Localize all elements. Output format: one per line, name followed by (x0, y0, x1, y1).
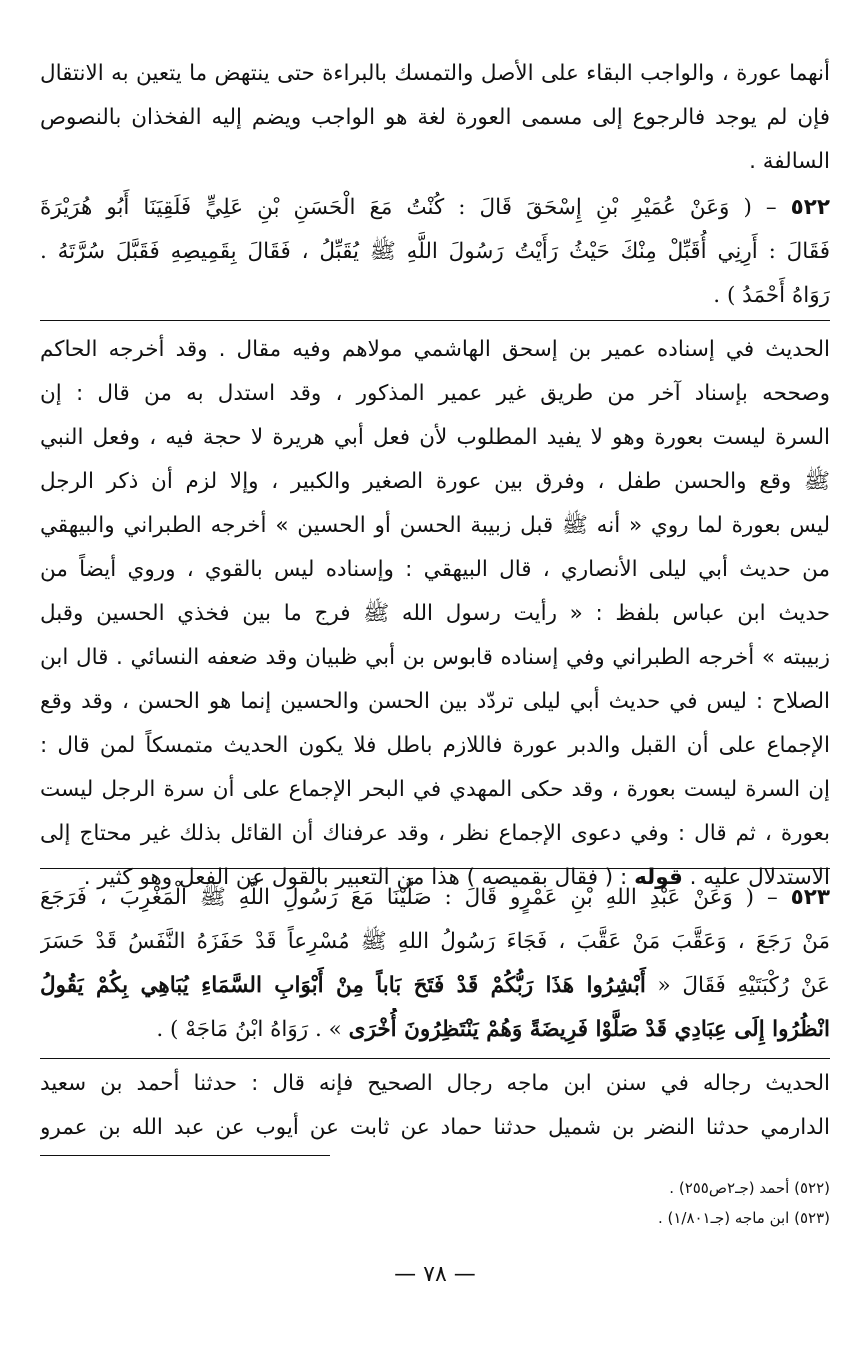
hadith-quote: أَبْشِرُوا هَذَا رَبُّكُمْ قَدْ فَتَحَ بَاباً مِنْ أَبْوَابِ السَّمَاءِ يُبَاهِي بِكُمْ يَقُولُ (40, 973, 646, 998)
commentary-paragraph-3 (40, 1062, 830, 1150)
commentary-paragraph-1 (40, 52, 830, 184)
hadith-line: مَنْ رَجَعَ ، وَعَقَّبَ مَنْ عَقَّبَ ، فَجَاءَ رَسُولُ اللهِ ﷺ مُسْرِعاً قَدْ حَفَزَهُ النَّفَسُ قَدْ حَسَرَ (40, 929, 830, 954)
text-line: الصلاح : ليس في حديث أبي ليلى تردّد بين الحسن والحسين إنما هو الحسن ، وقد وقع (40, 689, 830, 714)
text-line: الدارمي حدثنا النضر بن شميل حدثنا حماد عن ثابت عن أيوب عن عبد الله بن عمرو (40, 1115, 830, 1140)
section-divider (40, 1058, 830, 1059)
text-line: بعورة ، ثم قال : وفي دعوى الإجماع نظر ، وقد عرفناك أن القائل بذلك غير محتاج إلى (40, 821, 830, 846)
footnote-523: (٥٢٣) ابن ماجه (جـ١/٨٠١) . (657, 1209, 830, 1227)
quote-keyword: قوله (634, 865, 683, 890)
hadith-quote: انْظُرُوا إِلَى عِبَادِي قَدْ صَلَّوْا فَرِيضَةً وَهُمْ يَنْتَظِرُونَ أُخْرَى (348, 1017, 830, 1042)
text-line: فإن لم يوجد فالرجوع إلى مسمى العورة لغة هو الواجب ويضم إليه الفخذان بالنصوص (40, 105, 830, 130)
book-page (40, 0, 830, 1348)
text-line: من حديث أبي ليلى الأنصاري ، قال البيهقي : وإسناده ليس بالقوي ، وروي أيضاً من (40, 557, 830, 582)
text-line: ليس بعورة لما روي « أنه ﷺ قبل زبيبة الحسن أو الحسين » أخرجه الطبراني والبيهقي (40, 513, 830, 538)
hadith-line: فَقَالَ : أَرِنِي أُقَبِّلْ مِنْكَ حَيْثُ رَأَيْتُ رَسُولَ اللَّهِ ﷺ يُقَبِّلُ ، فَقَالَ بِقَمِيصِهِ فَقَبَّلَ سُرَّتَهُ . (40, 239, 830, 264)
text-line: السرة ليست بعورة وهو لا يفيد المطلوب لأن فعل أبي هريرة لا حجة فيه ، وفعل النبي (40, 425, 830, 450)
text-line: الحديث رجاله في سنن ابن ماجه رجال الصحيح فإنه قال : حدثنا أحمد بن سعيد (40, 1071, 830, 1096)
page-number: — ٧٨ — (394, 1262, 476, 1287)
hadith-text: – ( وَعَنْ عَبْدِ اللهِ بْنِ عَمْرٍو قَالَ : صَلَّيْنَا مَعَ رَسُولِ اللَّهِ ﷺ الْمَغْرِبَ ، فَرَجَعَ (40, 885, 778, 910)
hadith-text: » . رَوَاهُ ابْنُ مَاجَهْ ) . (156, 1017, 349, 1042)
section-divider (40, 868, 830, 869)
text-line: السالفة . (749, 149, 830, 174)
text-line: حديث ابن عباس بلفظ : « رأيت رسول الله ﷺ فرج ما بين فخذي الحسين وقبل (40, 601, 830, 626)
hadith-523 (40, 876, 830, 1052)
text-line: إن السرة ليست بعورة ، وقد حكى المهدي في البحر الإجماع على أن سرة الرجل ليست (40, 777, 830, 802)
text-line: زبيبته » أخرجه الطبراني وفي إسناده قابوس بن أبي ظبيان وقد ضعفه النسائي . قال ابن (40, 645, 830, 670)
text-line: ﷺ وقع والحسن طفل ، وفرق بين عورة الصغير والكبير ، وإلا لزم أن ذكر الرجل (40, 469, 830, 494)
hadith-522 (40, 186, 830, 318)
text-segment: : ( فقال بقميصه ) هذا من التعبير بالقول عن الفعل وهو كثير . (83, 865, 635, 890)
text-line: الحديث في إسناده عمير بن إسحق الهاشمي مولاهم وفيه مقال . وقد أخرجه الحاكم (40, 337, 830, 362)
hadith-line: رَوَاهُ أَحْمَدُ ) . (713, 283, 830, 308)
hadith-number: ٥٢٢ (790, 195, 830, 220)
hadith-line (40, 186, 830, 230)
hadith-line (40, 876, 830, 920)
footnote-rule (40, 1155, 330, 1156)
footnote-522: (٥٢٢) أحمد (جـ٢ص٢٥٥) . (669, 1179, 830, 1197)
text-line: أنهما عورة ، والواجب البقاء على الأصل والتمسك بالبراءة حتى ينتهض ما يتعين به الانتقال (40, 61, 830, 86)
text-segment: الاستدلال عليه . (682, 865, 830, 890)
hadith-text: – ( وَعَنْ عُمَيْرِ بْنِ إِسْحَقَ قَالَ : كُنْتُ مَعَ الْحَسَنِ بْنِ عَلِيٍّ فَلَقِيَنَا أَبُو هُرَيْرَةَ (40, 195, 777, 220)
commentary-paragraph-2 (40, 328, 830, 900)
text-line: وصححه بإسناد آخر من طريق غير عمير المذكور ، وقد استدل به من قال : إن (40, 381, 830, 406)
hadith-number: ٥٢٣ (790, 885, 830, 910)
hadith-line (40, 1008, 830, 1052)
section-divider (40, 320, 830, 321)
text-line: الإجماع على أن القبل والدبر عورة فاللازم باطل فلا يكون الحديث متمسكاً لمن قال : (40, 733, 830, 758)
hadith-line (40, 964, 830, 1008)
hadith-text: عَنْ رُكْبَتَيْهِ فَقَالَ « (645, 973, 830, 998)
